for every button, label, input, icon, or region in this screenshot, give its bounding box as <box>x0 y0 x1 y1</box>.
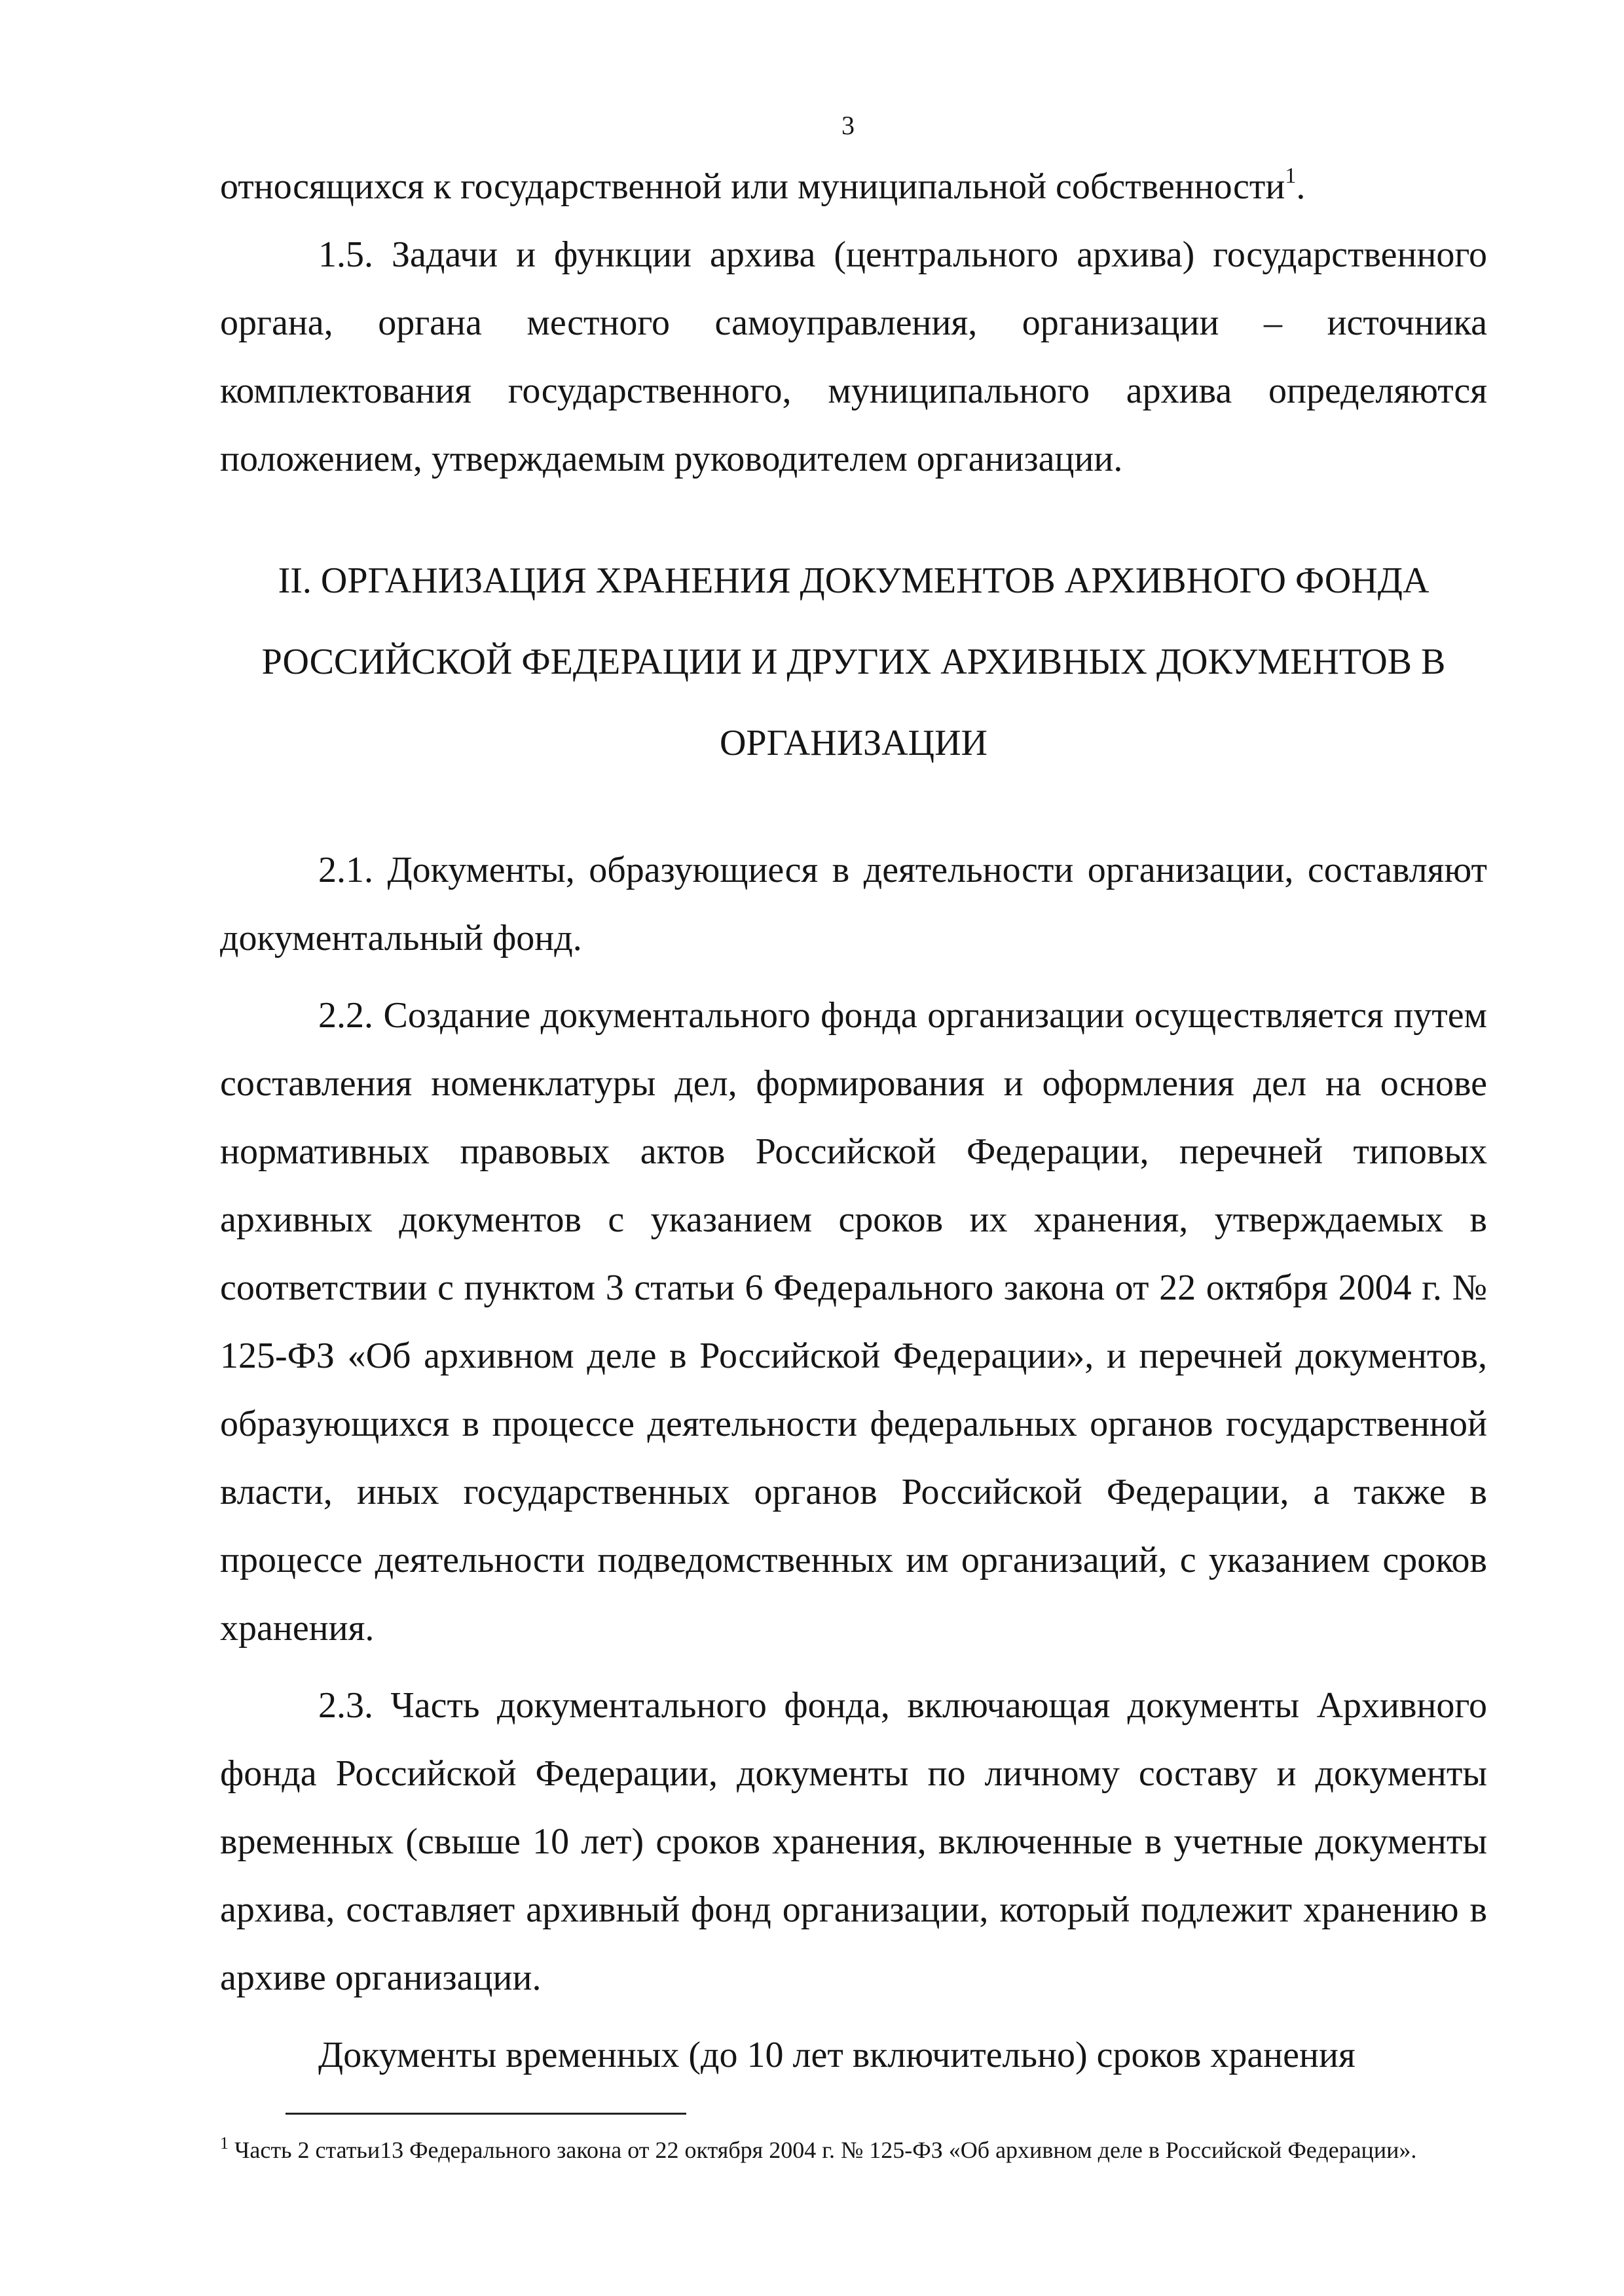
footnote-mark: 1 <box>220 2134 229 2153</box>
paragraph-2-2: 2.2. Создание документального фонда организации осуществляется путем составления номенклатуры дел, формирования и оформления дел на основе нормативных правовых актов Российской Федерации, перечней типовых архивных документов с указанием сроков их хранения, утверждаемых в соответствии с пунктом 3 статьи 6 Федерального закона от 22 октября 2004 г. № 125-ФЗ «Об архивном деле в Российской Федерации», и перечней документов, образующихся в процессе деятельности федеральных органов государственной власти, иных государственных органов Российской Федерации, а также в процессе деятельности подведомственных им организаций, с указанием сроков хранения. <box>220 995 1487 1649</box>
paragraph-temporary-documents: Документы временных (до 10 лет включительно) сроков хранения <box>318 2035 1356 2075</box>
paragraph-continuation <box>220 153 1487 221</box>
paragraph-continuation-text: относящихся к государственной или муниципальной собственности <box>220 166 1285 207</box>
section-heading: II. ОРГАНИЗАЦИЯ ХРАНЕНИЯ ДОКУМЕНТОВ АРХИВНОГО ФОНДА РОССИЙСКОЙ ФЕДЕРАЦИИ И ДРУГИХ АРХИВНЫХ ДОКУМЕНТОВ В ОРГАНИЗАЦИИ <box>261 560 1446 763</box>
paragraph-continuation-end: . <box>1296 166 1306 207</box>
footnote <box>220 2124 1487 2176</box>
paragraph-1-5: 1.5. Задачи и функции архива (центрального архива) государственного органа, органа местного самоуправления, организации – источника комплектования государственного, муниципального архива определяются положением, утверждаемым руководителем организации. <box>220 234 1487 479</box>
footnote-divider <box>286 2113 686 2115</box>
footnote-text: Часть 2 статьи13 Федерального закона от 22 октября 2004 г. № 125-ФЗ «Об архивном деле в Российской Федерации». <box>229 2137 1417 2163</box>
footnote-reference: 1 <box>1285 164 1297 188</box>
document-body <box>220 153 1487 2089</box>
paragraph-2-1: 2.1. Документы, образующиеся в деятельности организации, составляют документальный фонд. <box>220 850 1487 958</box>
paragraph-2-3: 2.3. Часть документального фонда, включающая документы Архивного фонда Российской Федерации, документы по личному составу и документы временных (свыше 10 лет) сроков хранения, включенные в учетные документы архива, составляет архивный фонд организации, который подлежит хранению в архиве организации. <box>220 1685 1487 1998</box>
page-number: 3 <box>841 111 855 140</box>
